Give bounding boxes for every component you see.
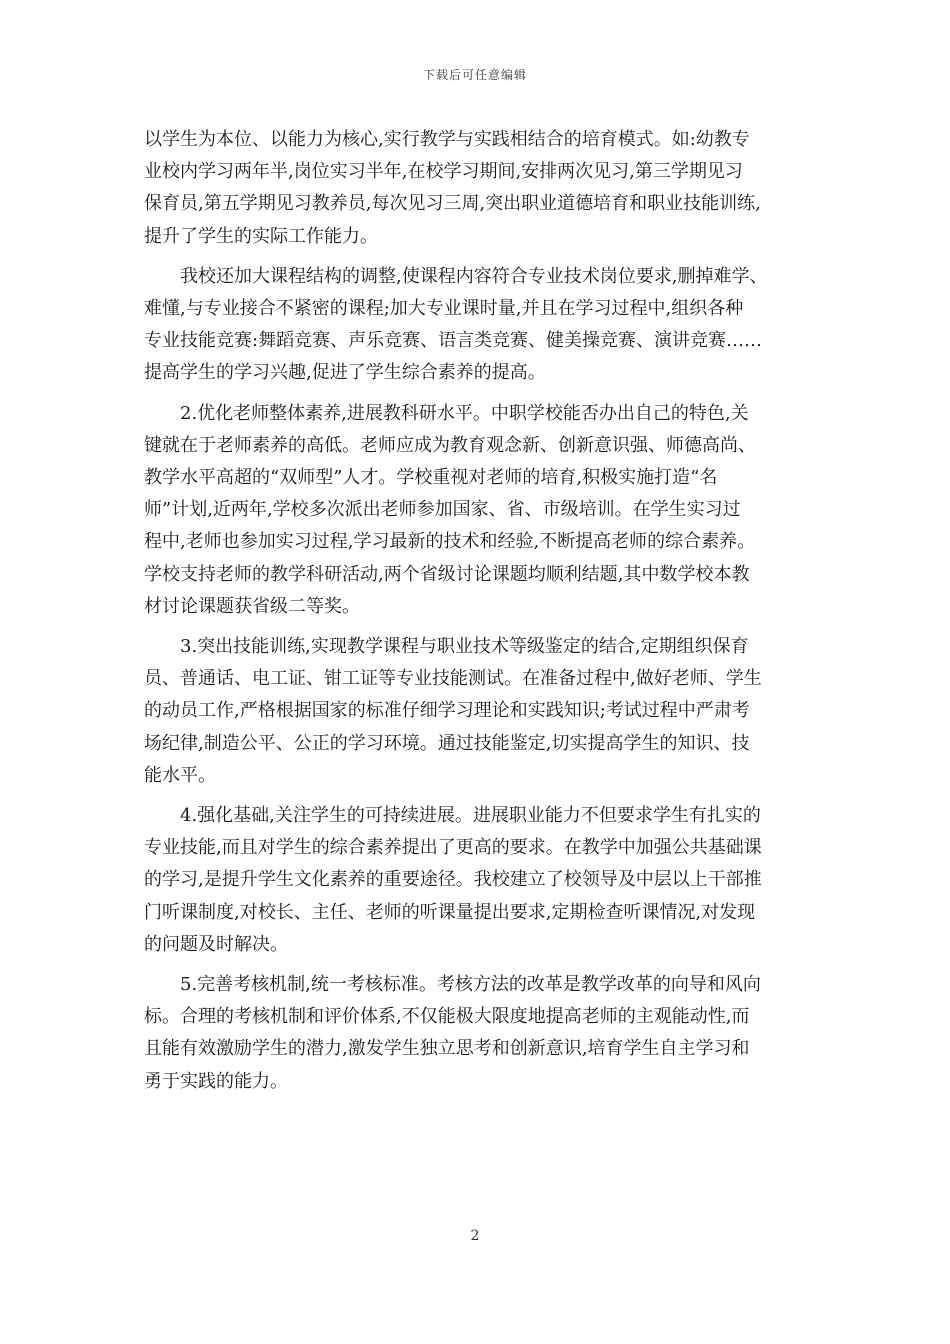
text-line: 标。合理的考核机制和评价体系,不仅能极大限度地提高老师的主观能动性,而 xyxy=(144,1006,750,1028)
text-line: 师”计划,近两年,学校多次派出老师参加国家、省、市级培训。在学生实习过 xyxy=(144,499,741,521)
paragraph-curriculum xyxy=(144,261,816,390)
text-line: 能水平。 xyxy=(144,764,216,786)
text-line: 2.优化老师整体素养,进展教科研水平。中职学校能否办出自己的特色,关 xyxy=(180,402,749,424)
text-line: 门听课制度,对校长、主任、老师的听课量提出要求,定期检查听课情况,对发现 xyxy=(144,901,756,923)
paragraph-item-2 xyxy=(144,398,816,623)
text-line: 5.完善考核机制,统一考核标准。考核方法的改革是教学改革的向导和风向 xyxy=(180,974,761,996)
text-line: 业校内学习两年半,岗位实习半年,在校学习期间,安排两次见习,第三学期见习 xyxy=(144,161,743,183)
text-line: 的学习,是提升学生文化素养的重要途径。我校建立了校领导及中层以上干部推 xyxy=(144,869,762,891)
text-line: 保育员,第五学期见习教养员,每次见习三周,突出职业道德培育和职业技能训练, xyxy=(144,193,761,215)
text-line: 提升了学生的实际工作能力。 xyxy=(144,225,378,247)
text-line: 材讨论课题获省级二等奖。 xyxy=(144,595,360,617)
text-line: 专业技能,而且对学生的综合素养提出了更高的要求。在教学中加强公共基础课 xyxy=(144,837,762,859)
text-line: 程中,老师也参加实习过程,学习最新的技术和经验,不断提高老师的综合素养。 xyxy=(144,531,756,553)
text-line: 提高学生的学习兴趣,促进了学生综合素养的提高。 xyxy=(144,362,546,384)
text-line: 键就在于老师素养的高低。老师应成为教育观念新、创新意识强、师德高尚、 xyxy=(144,434,756,456)
text-line: 难懂,与专业接合不紧密的课程;加大专业课时量,并且在学习过程中,组织各种 xyxy=(144,298,744,320)
paragraph-item-5 xyxy=(144,969,816,1098)
text-line: 以学生为本位、以能力为核心,实行教学与实践相结合的培育模式。如:幼教专 xyxy=(144,129,750,150)
text-line: 学校支持老师的教学科研活动,两个省级讨论课题均顺利结题,其中数学校本教 xyxy=(144,563,750,585)
text-line: 且能有效激励学生的潜力,激发学生独立思考和创新意识,培育学生自主学习和 xyxy=(144,1038,750,1060)
paragraph-item-3 xyxy=(144,631,816,792)
paragraph-continuation xyxy=(144,124,816,253)
text-line: 专业技能竞赛:舞蹈竞赛、声乐竞赛、语言类竞赛、健美操竞赛、演讲竞赛…… xyxy=(144,330,763,352)
text-line: 我校还加大课程结构的调整,使课程内容符合专业技术岗位要求,删掉难学、 xyxy=(180,265,768,287)
paragraph-item-4 xyxy=(144,800,816,961)
document-body xyxy=(144,124,816,1106)
text-line: 员、普通话、电工证、钳工证等专业技能测试。在准备过程中,做好老师、学生 xyxy=(144,668,762,690)
text-line: 勇于实践的能力。 xyxy=(144,1070,288,1092)
text-line: 的动员工作,严格根据国家的标准仔细学习理论和实践知识;考试过程中严肃考 xyxy=(144,700,750,722)
text-line: 场纪律,制造公平、公正的学习环境。通过技能鉴定,切实提高学生的知识、技 xyxy=(144,732,750,754)
page-header: 下载后可任意编辑 xyxy=(422,68,527,82)
text-line: 教学水平高超的“双师型”人才。学校重视对老师的培育,积极实施打造“名 xyxy=(144,467,718,489)
text-line: 的问题及时解决。 xyxy=(144,933,288,955)
page-number: 2 xyxy=(470,1228,480,1244)
text-line: 3.突出技能训练,实现教学课程与职业技术等级鉴定的结合,定期组织保育 xyxy=(180,636,749,658)
text-line: 4.强化基础,关注学生的可持续进展。进展职业能力不但要求学生有扎实的 xyxy=(180,805,761,827)
